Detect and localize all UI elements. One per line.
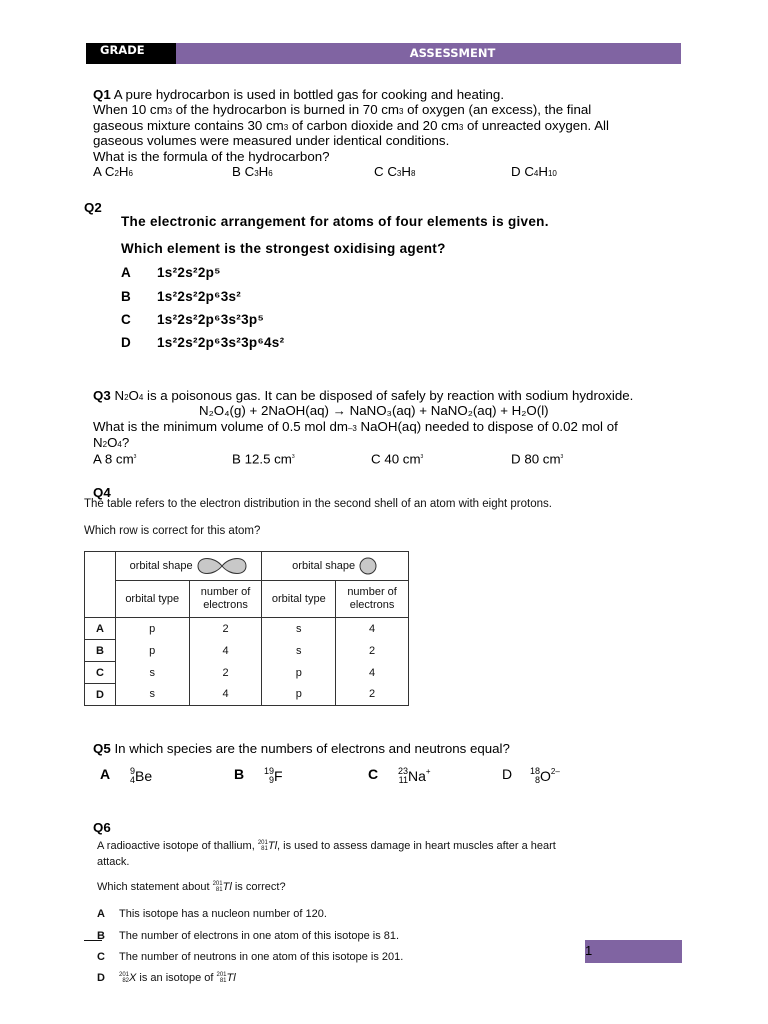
q4-row-c: C s 2 p 4 (85, 662, 409, 684)
q6-option-b: B The number of electrons in one atom of this isotope is 81. (97, 930, 400, 942)
q1-option-b: B C3H6 (232, 164, 273, 179)
q6-option-c: C The number of neutrons in one atom of this isotope is 201. (97, 951, 404, 963)
q6-option-d: D 201 82 X is an isotope of 201 81 Tl (97, 972, 236, 985)
q4-row-a: A p 2 s 4 (85, 618, 409, 640)
q3-option-d: D 80 $cm^3$ (511, 451, 564, 467)
q1-option-c: C C3H8 (374, 164, 416, 179)
q3-option-a: A 8 $cm^3$ (93, 451, 137, 467)
q2-number: Q2 (84, 200, 102, 215)
q6-question: Which statement about 201 81 Tl is correct? (97, 881, 286, 894)
q6-option-a: A This isotope has a nucleon number of 120. (97, 908, 327, 920)
q3-number: Q3 (93, 388, 111, 403)
q4-question: Which row is correct for this atom? (84, 525, 261, 537)
q4-row-d: D s 4 p 2 (85, 684, 409, 706)
q5-option-d: 18 8 $O^{2-}$ (530, 766, 560, 785)
q3-option-c: C 40 $cm^3$ (371, 451, 424, 467)
q1-line2: When 10 cm3 of the hydrocarbon is burned in 70 cm3 of oxygen (an excess), the final (93, 102, 592, 117)
q5-line: Q5 In which species are the numbers of electrons and neutrons equal? (93, 741, 510, 756)
q4-header-shape-p: orbital shape (115, 552, 262, 581)
grade-label: GRADE (86, 43, 176, 64)
q1-line4: gaseous volumes were measured under identical conditions. (93, 133, 450, 148)
q2-option-d: D 1s²2s²2p⁶3s²3p⁶4s² (121, 335, 285, 350)
q5-option-a: 9 4 Be (130, 766, 153, 785)
page-number: 1 (585, 943, 593, 958)
q4-stem: The table refers to the electron distribution in the second shell of an atom with eight protons. (84, 498, 552, 510)
q5-option-c: 23 11 Na+ (398, 766, 431, 785)
q1-option-d: D C4H10 (511, 164, 557, 179)
q3-equation: N₂O₄(g) + 2NaOH(aq) → NaNO₃(aq) + NaNO₂(aq) + H₂O(l) (199, 403, 549, 418)
q2-option-a: A 1s²2s²2p⁵ (121, 265, 221, 280)
q3-line4: N2O4? (93, 435, 130, 450)
q4-header-electrons-2: number of electrons (336, 581, 409, 618)
q4-header-type-1: orbital type (115, 581, 189, 618)
q1-line5: What is the formula of the hydrocarbon? (93, 149, 330, 164)
q1-option-a: A C2H6 (93, 164, 133, 179)
q2-question: Which element is the strongest oxidising agent? (121, 241, 446, 256)
q4-table (84, 551, 409, 706)
q5-option-c-letter: C (368, 766, 379, 782)
q6-number: Q6 (93, 820, 111, 835)
s-orbital-icon (358, 556, 378, 576)
q5-option-d-letter: D (502, 766, 513, 782)
p-orbital-icon (196, 556, 248, 576)
q3-option-b: B 12.5 $cm^3$ (232, 451, 295, 467)
q4-corner-cell (85, 552, 116, 618)
q3-line1: Q3 N2O4 is a poisonous gas. It can be disposed of safely by reaction with sodium hydroxide. (93, 388, 634, 403)
q1-number: Q1 (93, 87, 111, 102)
q5-option-b: 19 9 F (264, 766, 283, 785)
q4-header-type-2: orbital type (262, 581, 336, 618)
q1-line1: Q1 A pure hydrocarbon is used in bottled gas for cooking and heating. (93, 87, 505, 102)
q3-line3: What is the minimum volume of 0.5 mol dm–3 NaOH(aq) needed to dispose of 0.02 mol of (93, 419, 618, 434)
q2-option-c: C 1s²2s²2p⁶3s²3p⁵ (121, 312, 265, 327)
q6-stem-line2: attack. (97, 856, 130, 868)
q4-number: Q4 (93, 485, 111, 500)
footer-bar (585, 940, 682, 963)
q1-line3: gaseous mixture contains 30 cm3 of carbon dioxide and 20 cm3 of unreacted oxygen. All (93, 118, 609, 133)
assessment-label: ASSESSMENT (176, 43, 681, 64)
q5-option-a-letter: A (100, 766, 111, 782)
q4-row-b: B p 4 s 2 (85, 640, 409, 662)
q2-stem: The electronic arrangement for atoms of four elements is given. (121, 214, 549, 229)
q4-header-electrons-1: number of electrons (189, 581, 262, 618)
q5-number: Q5 (93, 741, 111, 756)
q4-header-shape-s: orbital shape (262, 552, 409, 581)
q6-stem-line1: A radioactive isotope of thallium, 201 81 Tl, is used to assess damage in heart muscles after a heart (97, 840, 556, 853)
q5-option-b-letter: B (234, 766, 245, 782)
q2-option-b: B 1s²2s²2p⁶3s² (121, 289, 242, 304)
